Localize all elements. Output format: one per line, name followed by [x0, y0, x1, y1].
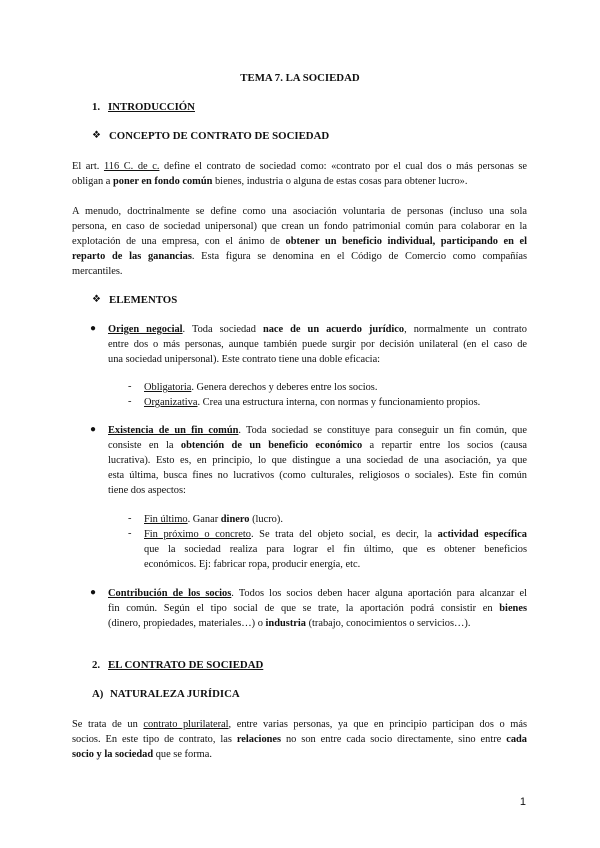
dash-bullet: -: [128, 396, 132, 407]
origen-line-2: entre dos o más personas, aunque también puede surgir por decisión unilateral (en el caso de: [108, 339, 527, 350]
contrib-line-1: Contribución de los socios. Todos los socios deben hacer alguna aportación para alcanzar el: [108, 588, 527, 599]
dash-bullet: -: [128, 381, 132, 392]
paragraph-3-line-1: Se trata de un contrato plurilateral, entre varias personas, ya que en principio participan dos o más: [72, 719, 527, 730]
dot-bullet-icon: ●: [90, 323, 97, 334]
paragraph-2-line-1: A menudo, doctrinalmente se define como una asociación voluntaria de personas (incluso una sola: [72, 206, 527, 217]
fin-line-2: consiste en la obtención de un beneficio económico a repartir entre los socios (causa: [108, 440, 527, 451]
paragraph-2-line-2: persona, en caso de sociedad unipersonal) que crean un fondo patrimonial común para colaborar en la: [72, 221, 527, 232]
subsection-a-title: NATURALEZA JURÍDICA: [110, 688, 240, 700]
origen-item-2: Organizativa. Crea una estructura interna, con normas y funcionamiento propios.: [144, 397, 481, 408]
dash-bullet: -: [128, 528, 132, 539]
contrib-line-2: fin común. Según el tipo social de que se trate, la aportación podrá consistir en bienes: [108, 603, 527, 614]
fin-line-4: esta última, busca fines no lucrativos (como culturales, religiosos o sociales). Este fin común: [108, 470, 527, 481]
paragraph-1-line-2: obligan a poner en fondo común bienes, industria o alguna de estas cosas para obtener lucro».: [72, 176, 468, 187]
document-title: TEMA 7. LA SOCIEDAD: [240, 72, 360, 84]
origen-item-1: Obligatoria. Genera derechos y deberes entre los socios.: [144, 382, 378, 393]
subsection-a-label: A): [92, 688, 104, 700]
diamond-bullet-icon: ❖: [92, 294, 101, 305]
paragraph-1-line-1: El art. 116 C. de c. define el contrato de sociedad como: «contrato por el cual dos o más personas se: [72, 161, 527, 172]
section-1-title: INTRODUCCIÓN: [108, 101, 195, 113]
section-2-number: 2.: [92, 659, 101, 671]
diamond-bullet-icon: ❖: [92, 130, 101, 141]
fin-item-2-line-3: económicos. Ej: fabricar ropa, producir energía, etc.: [144, 559, 361, 570]
origen-line-3: una sociedad unipersonal). Este contrato tiene una doble eficacia:: [108, 354, 381, 365]
paragraph-2-line-4: reparto de las ganancias. Esta figura se denomina en el Código de Comercio como compañías: [72, 251, 527, 262]
fin-item-2-line-1: Fin próximo o concreto. Se trata del objeto social, es decir, la actividad específica: [144, 529, 527, 540]
paragraph-3-line-2: socios. En este tipo de contrato, las relaciones no son entre cada socio directamente, sino entre cada: [72, 734, 527, 745]
fin-line-5: tiene dos aspectos:: [108, 485, 186, 496]
dash-bullet: -: [128, 513, 132, 524]
subheading-concepto: CONCEPTO DE CONTRATO DE SOCIEDAD: [109, 130, 330, 142]
dot-bullet-icon: ●: [90, 424, 97, 435]
dot-bullet-icon: ●: [90, 587, 97, 598]
origen-line-1: Origen negocial. Toda sociedad nace de un acuerdo jurídico, normalmente un contrato: [108, 324, 527, 335]
article-reference-link[interactable]: 116 C. de c.: [103, 161, 160, 172]
section-2-title: EL CONTRATO DE SOCIEDAD: [108, 659, 264, 671]
paragraph-2-line-5: mercantiles.: [72, 266, 123, 277]
paragraph-3-line-3: socio y la sociedad que se forma.: [72, 749, 212, 760]
section-1-number: 1.: [92, 101, 101, 113]
page-number: 1: [519, 796, 526, 808]
fin-item-2-line-2: que la sociedad realiza para lograr el fin último, que es obtener beneficios: [144, 544, 527, 555]
contrib-line-3: (dinero, propiedades, materiales…) o industria (trabajo, conocimientos o servicios…).: [108, 618, 471, 629]
fin-line-1: Existencia de un fin común. Toda sociedad se constituye para conseguir un fin común, que: [108, 425, 527, 436]
paragraph-2-line-3: explotación de una empresa, con el ánimo de obtener un beneficio individual, participando en el: [72, 236, 528, 247]
fin-line-3: lucrativa). Esto es, en principio, lo que distingue a una sociedad de una asociación, ya que: [108, 455, 527, 466]
fin-item-1: Fin último. Ganar dinero (lucro).: [144, 514, 283, 525]
subheading-elementos: ELEMENTOS: [109, 294, 178, 306]
